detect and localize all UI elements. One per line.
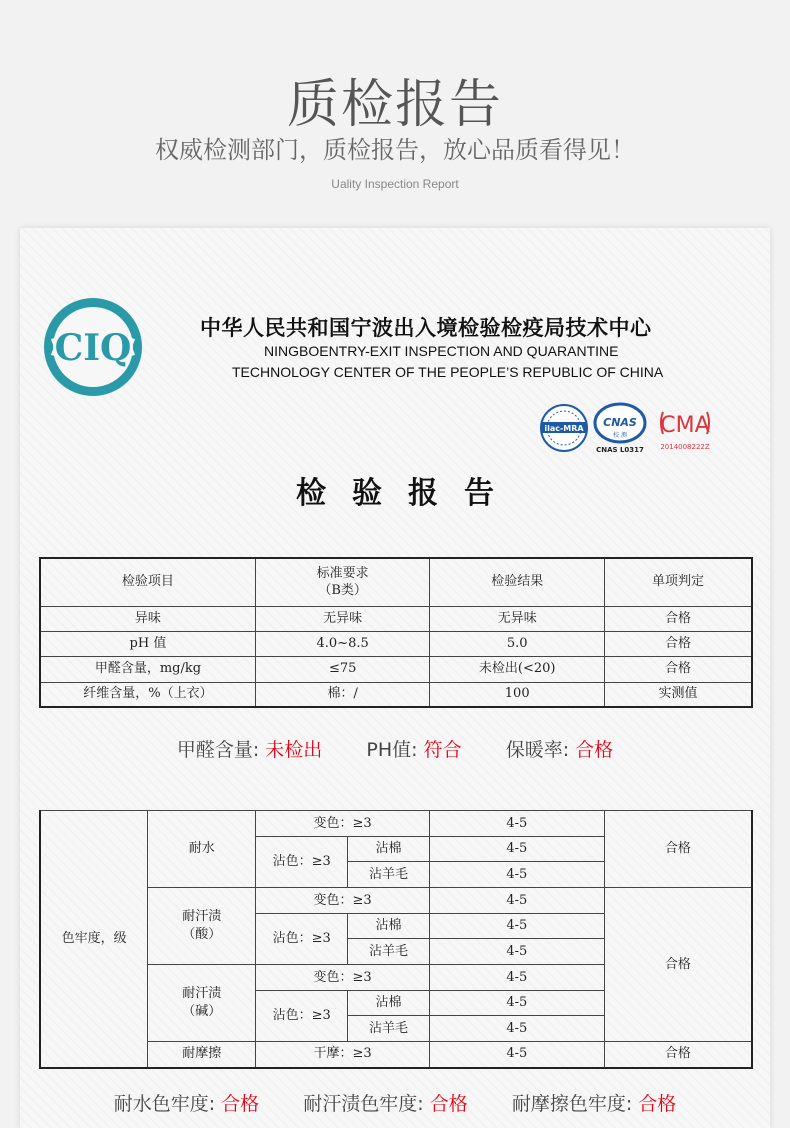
cell-judgement: 实测值 xyxy=(604,682,752,707)
cell-result: 未检出(<20) xyxy=(430,656,605,682)
summary-value: 合格 xyxy=(429,1093,468,1115)
cell-test-sweat-alkali: 耐汗渍 （碱） xyxy=(148,965,256,1042)
cell-grade: 4-5 xyxy=(429,965,604,991)
cell-category: 色牢度，级 xyxy=(40,811,148,1068)
ciq-logo-text: CIQ xyxy=(54,327,132,369)
table-row xyxy=(40,606,752,631)
cell-fabric: 沾棉 xyxy=(348,914,430,939)
cell-judgement: 合格 xyxy=(604,606,752,631)
report-title: 检验报告 xyxy=(296,476,520,511)
cell-grade: 4-5 xyxy=(429,888,604,914)
cell-item: pH 值 xyxy=(40,631,255,656)
cell-fabric: 沾棉 xyxy=(348,837,430,862)
cell-standard: 无异味 xyxy=(255,606,430,631)
cell-requirement: 沾色：≥3 xyxy=(256,991,348,1042)
cell-item: 甲醛含量，mg/kg xyxy=(40,656,255,682)
page-title: 质检报告 xyxy=(286,75,503,135)
summary-line-2 xyxy=(0,1089,790,1116)
table-header-row xyxy=(40,558,752,606)
org-name-cn: 中华人民共和国宁波出入境检验检疫局技术中心 xyxy=(200,316,652,340)
table-row xyxy=(40,631,752,656)
summary-label: 保暖率: xyxy=(505,739,570,761)
cell-grade: 4-5 xyxy=(429,914,604,939)
cell-requirement: 变色：≥3 xyxy=(256,811,430,837)
header-item: 检验项目 xyxy=(40,558,255,606)
cnas-number: CNAS L0317 xyxy=(596,446,644,454)
summary-value: 合格 xyxy=(221,1093,260,1115)
cell-requirement: 沾色：≥3 xyxy=(256,837,348,888)
cell-requirement: 变色：≥3 xyxy=(256,888,430,914)
cell-test-water: 耐水 xyxy=(148,811,256,888)
summary-value: 符合 xyxy=(423,739,462,761)
cell-result: 5.0 xyxy=(430,631,605,656)
summary-label: 耐摩擦色牢度: xyxy=(511,1093,633,1115)
cell-requirement: 沾色：≥3 xyxy=(256,914,348,965)
cnas-icon xyxy=(592,401,648,455)
summary-value: 合格 xyxy=(575,739,614,761)
cell-judgement: 合格 xyxy=(604,631,752,656)
summary-value: 未检出 xyxy=(265,739,323,761)
cell-grade: 4-5 xyxy=(429,862,604,888)
cell-result: 无异味 xyxy=(430,606,605,631)
cell-item: 异味 xyxy=(40,606,255,631)
cell-test-sweat-acid: 耐汗渍 （酸） xyxy=(148,888,256,965)
cell-grade: 4-5 xyxy=(429,939,604,965)
header-judgement: 单项判定 xyxy=(604,558,752,606)
page-subtitle-en: Uality Inspection Report xyxy=(331,177,459,191)
org-name-en-line1: NINGBOENTRY-EXIT INSPECTION AND QUARANTINE xyxy=(264,343,619,359)
cell-judgement: 合格 xyxy=(604,888,752,1042)
cell-test-rub: 耐摩擦 xyxy=(148,1042,256,1068)
cell-grade: 4-5 xyxy=(429,1042,604,1068)
cell-fabric: 沾羊毛 xyxy=(348,862,430,888)
cell-fabric: 沾棉 xyxy=(348,991,430,1016)
ilac-mra-icon xyxy=(539,403,589,453)
summary-value: 合格 xyxy=(638,1093,677,1115)
ciq-logo xyxy=(42,296,144,398)
ilac-mra-text: ilac-MRA xyxy=(544,424,584,433)
table-row xyxy=(40,656,752,682)
cnas-text: CNAS xyxy=(603,416,637,429)
cma-number: 2014008222Z xyxy=(660,443,710,451)
summary-label: 甲醛含量: xyxy=(176,739,260,761)
cell-fabric: 沾羊毛 xyxy=(348,1016,430,1042)
summary-label: 耐水色牢度: xyxy=(113,1093,216,1115)
color-fastness-table xyxy=(39,810,753,1069)
cma-icon xyxy=(655,406,715,452)
inspection-table xyxy=(39,557,753,708)
table-row xyxy=(40,811,752,837)
cell-standard: 4.0~8.5 xyxy=(255,631,430,656)
header-result: 检验结果 xyxy=(430,558,605,606)
header-standard: 标准要求 （B类） xyxy=(255,558,430,606)
summary-line-1 xyxy=(0,735,790,762)
cell-fabric: 沾羊毛 xyxy=(348,939,430,965)
table-row xyxy=(40,682,752,707)
cell-grade: 4-5 xyxy=(429,837,604,862)
cell-judgement: 合格 xyxy=(604,656,752,682)
cell-standard: 棉：/ xyxy=(255,682,430,707)
cell-judgement: 合格 xyxy=(604,811,752,888)
summary-label: PH值: xyxy=(366,739,418,761)
cell-requirement: 变色：≥3 xyxy=(256,965,430,991)
cell-judgement: 合格 xyxy=(604,1042,752,1068)
cma-text: CMA xyxy=(660,413,710,438)
cell-grade: 4-5 xyxy=(429,1016,604,1042)
cell-result: 100 xyxy=(430,682,605,707)
summary-label: 耐汗渍色牢度: xyxy=(303,1093,424,1115)
cell-requirement: 干摩：≥3 xyxy=(256,1042,430,1068)
cell-grade: 4-5 xyxy=(429,991,604,1016)
page-subtitle: 权威检测部门，质检报告，放心品质看得见！ xyxy=(155,136,635,164)
cell-item: 纤维含量，%（上衣） xyxy=(40,682,255,707)
cell-grade: 4-5 xyxy=(429,811,604,837)
cell-standard: ≤75 xyxy=(255,656,430,682)
org-name-en-line2: TECHNOLOGY CENTER OF THE PEOPLE’S REPUBLIC OF CHINA xyxy=(232,364,664,380)
cnas-sub-text: 校 测 xyxy=(613,432,627,439)
